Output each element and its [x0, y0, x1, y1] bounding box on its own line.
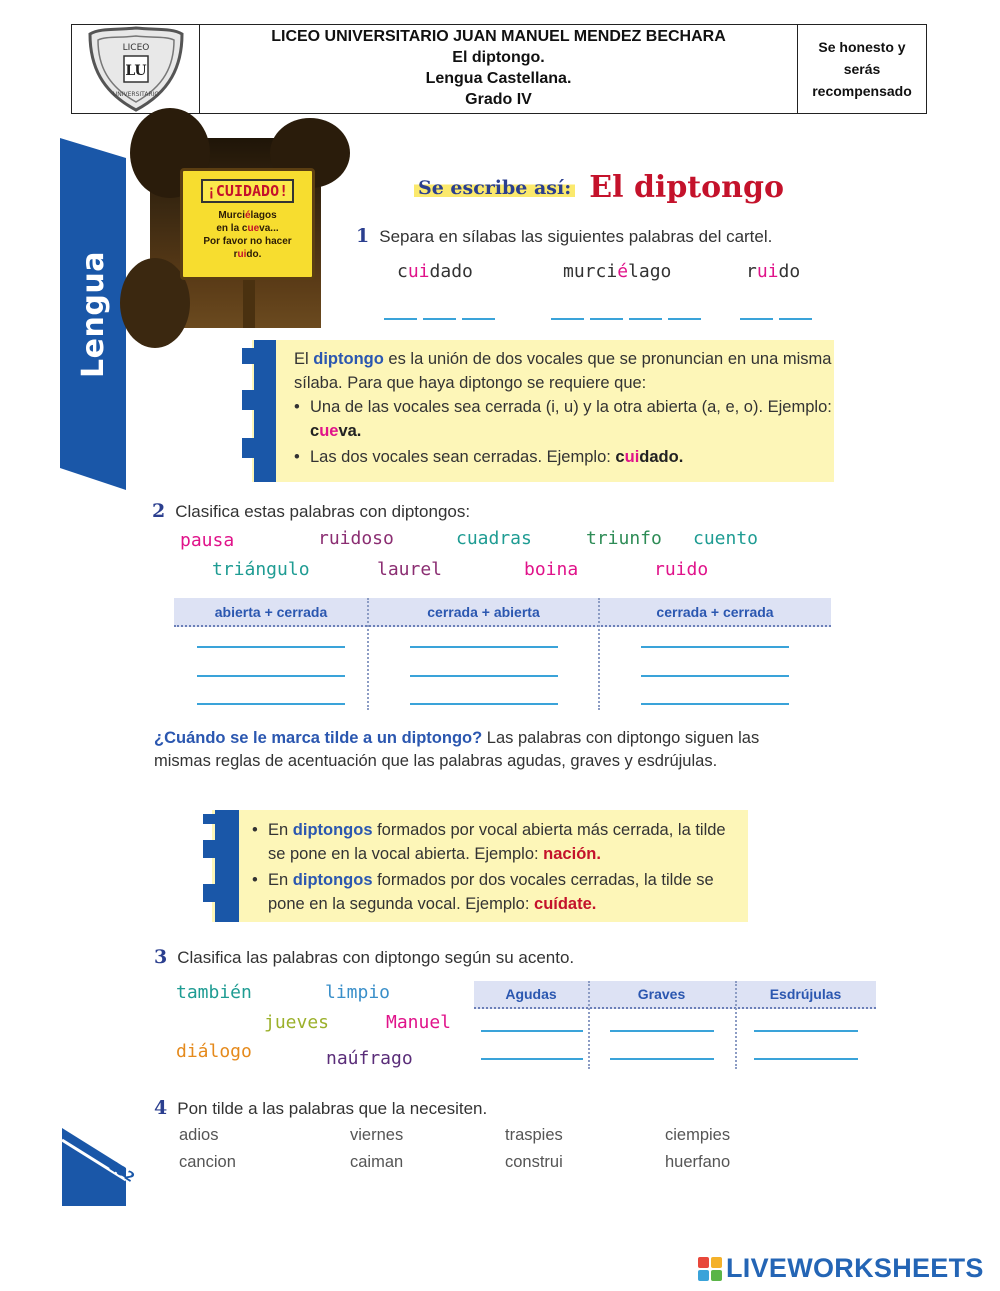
- school-logo: [72, 25, 200, 113]
- answer-blank[interactable]: [641, 703, 789, 705]
- column-header: Esdrújulas: [769, 986, 842, 1002]
- liveworksheets-icon: [698, 1257, 722, 1281]
- exercise-3-instruction: 3 Clasifica las palabras con diptongo según su acento.: [154, 946, 575, 968]
- sign-text: Murciélagos en la cueva... Por favor no hacer ruido.: [203, 210, 292, 260]
- section-title: [414, 170, 784, 205]
- word-chip: pausa: [180, 530, 235, 551]
- box-tab-decoration: [242, 340, 276, 482]
- exercise-number: 3: [154, 946, 168, 968]
- word-chip: ruido: [654, 559, 709, 580]
- answer-blank[interactable]: [641, 646, 789, 648]
- caution-sign: [180, 168, 315, 280]
- answer-blank[interactable]: [197, 703, 345, 705]
- title-prefix: Se escribe así:: [414, 177, 575, 199]
- subject-title: Lengua Castellana.: [425, 70, 572, 87]
- answer-blank[interactable]: [779, 318, 812, 320]
- word-item[interactable]: adios: [179, 1126, 219, 1144]
- cave-illustration: [150, 138, 321, 328]
- shield-icon: [86, 26, 186, 112]
- answer-blank[interactable]: [410, 646, 558, 648]
- page-title: El diptongo: [589, 170, 784, 205]
- sign-title: ¡CUIDADO!: [201, 179, 294, 203]
- header-title-block: [200, 25, 798, 113]
- motto: Se honesto y serás recompensado: [812, 39, 912, 99]
- svg-text:UNIVERSITARIO: UNIVERSITARIO: [112, 91, 159, 98]
- word-chip: cuadras: [456, 528, 532, 549]
- word-chip: diálogo: [176, 1041, 252, 1062]
- word-item[interactable]: construi: [505, 1153, 563, 1171]
- table-divider: [735, 981, 737, 1069]
- exercise-number: 4: [154, 1097, 168, 1119]
- page-corner: [62, 1128, 137, 1206]
- definition-text: El diptongo es la unión de dos vocales que se pronuncian en una misma sílaba. Para que haya diptongo se requiere que: • Una de las vocales sea cerrada (i, u) y la otra abierta (a, e, o). Ejemplo: cueva. • Las dos vocales sean cerradas. Ejemplo: cuidado.: [294, 350, 832, 466]
- word-chip: naúfrago: [326, 1048, 413, 1069]
- word-chip: también: [176, 982, 252, 1003]
- exercise-4-instruction: 4 Pon tilde a las palabras que la necesiten.: [154, 1097, 488, 1119]
- answer-blank[interactable]: [610, 1058, 714, 1060]
- column-header: Agudas: [505, 986, 557, 1002]
- answer-blank[interactable]: [754, 1030, 858, 1032]
- word-cuidado: cuidado: [397, 261, 473, 282]
- exercise-1-instruction: 1 Separa en sílabas las siguientes palabras del cartel.: [356, 225, 773, 247]
- answer-blank[interactable]: [668, 318, 701, 320]
- answer-blank[interactable]: [384, 318, 417, 320]
- word-item[interactable]: viernes: [350, 1126, 404, 1144]
- side-label: Lengua: [75, 250, 111, 378]
- table-divider: [367, 598, 369, 710]
- answer-blank[interactable]: [462, 318, 495, 320]
- word-item[interactable]: cancion: [179, 1153, 236, 1171]
- answer-blank[interactable]: [641, 675, 789, 677]
- table-divider: [588, 981, 590, 1069]
- table-divider: [598, 598, 600, 710]
- answer-blank[interactable]: [197, 675, 345, 677]
- word-item[interactable]: traspies: [505, 1126, 563, 1144]
- topic-title: El diptongo.: [452, 49, 545, 66]
- brand-name: LIVEWORKSHEETS: [726, 1253, 984, 1283]
- column-header: cerrada + cerrada: [656, 603, 774, 620]
- page-number: 192: [105, 1158, 137, 1186]
- word-chip: boina: [524, 559, 579, 580]
- answer-blank[interactable]: [197, 646, 345, 648]
- word-item[interactable]: ciempies: [665, 1126, 731, 1144]
- column-header: abierta + cerrada: [214, 603, 328, 620]
- exercise-number: 2: [152, 500, 166, 522]
- sign-post: [243, 280, 255, 328]
- answer-blank[interactable]: [481, 1030, 583, 1032]
- header-table: [71, 24, 927, 114]
- answer-blank[interactable]: [754, 1058, 858, 1060]
- word-ruido: ruido: [746, 261, 801, 282]
- svg-text:LICEO: LICEO: [122, 43, 149, 53]
- word-chip: triunfo: [586, 528, 662, 549]
- word-chip: jueves: [264, 1012, 330, 1033]
- word-chip: laurel: [377, 559, 443, 580]
- word-chip: limpio: [325, 982, 391, 1003]
- column-header: cerrada + abierta: [427, 603, 540, 620]
- answer-blank[interactable]: [629, 318, 662, 320]
- liveworksheets-logo: [698, 1253, 984, 1284]
- school-name: LICEO UNIVERSITARIO JUAN MANUEL MENDEZ BECHARA: [271, 28, 726, 45]
- rules-text: • En diptongos formados por vocal abierta más cerrada, la tilde se pone en la vocal abierta. Ejemplo: nación. • En diptongos formados por dos vocales cerradas, la tilde se pone en la segunda vocal. Ejemplo: cuídate.: [252, 821, 726, 913]
- answer-blank[interactable]: [423, 318, 456, 320]
- box-tab-decoration: [203, 810, 239, 922]
- answer-blank[interactable]: [590, 318, 623, 320]
- svg-text:LU: LU: [124, 63, 147, 79]
- classification-table-header: [174, 598, 831, 627]
- answer-blank[interactable]: [610, 1030, 714, 1032]
- word-chip: triángulo: [212, 559, 310, 580]
- word-chip: Manuel: [386, 1012, 452, 1033]
- exercise-number: 1: [356, 225, 370, 247]
- word-murcielago: murciélago: [563, 261, 672, 282]
- word-item[interactable]: huerfano: [665, 1153, 731, 1171]
- answer-blank[interactable]: [410, 703, 558, 705]
- word-chip: ruidoso: [318, 528, 394, 549]
- accent-question: ¿Cuándo se le marca tilde a un diptongo? Las palabras con diptongo siguen las mismas reglas de acentuación que las palabras agudas, graves y esdrújulas.: [154, 729, 760, 770]
- exercise-2-instruction: 2 Clasifica estas palabras con diptongos:: [152, 500, 471, 522]
- word-item[interactable]: caiman: [350, 1153, 404, 1171]
- column-header: Graves: [637, 986, 686, 1002]
- answer-blank[interactable]: [740, 318, 773, 320]
- grade-title: Grado IV: [465, 91, 532, 108]
- word-chip: cuento: [693, 528, 759, 549]
- answer-blank[interactable]: [410, 675, 558, 677]
- accent-table-header: [474, 981, 876, 1009]
- answer-blank[interactable]: [481, 1058, 583, 1060]
- answer-blank[interactable]: [551, 318, 584, 320]
